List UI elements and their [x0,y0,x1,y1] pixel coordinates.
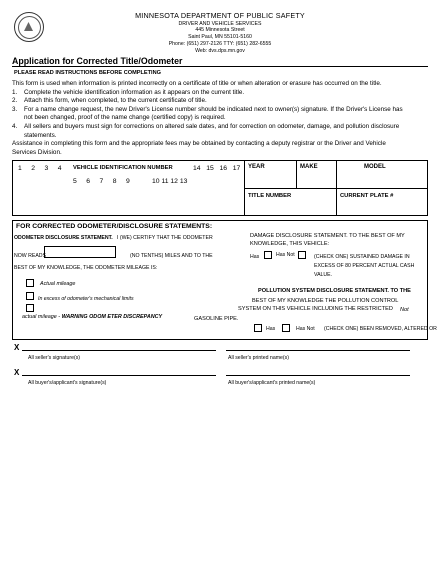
odometer-statement [14,235,213,241]
best-knowledge-label: BEST OF MY KNOWLEDGE, THE ODOMETER MILEAGE IS: [14,265,158,271]
vin-label: VEHICLE IDENTIFICATION NUMBER [73,165,173,171]
phone-line: Phone: (651) 297-2126 TTY: (651) 282-6555 [168,40,272,47]
vin-digit: 1 [18,165,22,172]
assistance-text: Assistance in completing this form and the appropriate fees may be obtained by contacting a deputy registrar or the Driver and Vehicle [12,140,386,148]
damage-has-checkbox[interactable] [264,251,272,259]
vin-digit: 7 [99,178,104,185]
seller-name-line[interactable] [226,350,410,351]
actual-mileage-checkbox[interactable] [26,279,34,287]
buyer-name-label: All buyer's/applicant's printed name(s) [228,380,316,386]
pollution-has-not-label: Has Not [296,326,315,332]
odometer-reading-input[interactable] [44,246,116,258]
damage-check-one: (CHECK ONE) SUSTAINED DAMAGE IN [314,254,410,260]
year-divider [296,160,297,188]
seller-signature-label: All seller's signature(s) [28,355,81,361]
odometer-label: ODOMETER DISCLOSURE STATEMENT. [14,235,113,241]
damage-has-not-checkbox[interactable] [298,251,306,259]
seller-x-mark: X [14,343,20,352]
step-3 [12,106,428,115]
intro-text: This form is used when information is printed incorrectly on a certificate of title or when alteration or erasure has occurred on the title. [12,80,382,87]
pollution-check-one: (CHECK ONE) BEEN REMOVED, ALTERED OR [324,326,437,332]
title-divider [12,66,428,67]
damage-value: VALUE. [314,272,333,278]
odometer-certify: I (WE) CERTIFY THAT THE ODOMETER [117,235,213,241]
current-plate-label: CURRENT PLATE # [340,193,394,199]
vin-digit: 8 [112,178,117,185]
pollution-line-2: BEST OF MY KNOWLEDGE THE POLLUTION CONTROL [252,298,399,304]
damage-has-label: Has [250,254,260,260]
vin-digit: 9 [125,178,130,185]
model-label: MODEL [364,164,386,170]
excess-mileage-checkbox[interactable] [26,292,34,300]
vin-digit: 17 [232,165,241,172]
pollution-has-not-checkbox[interactable] [282,324,290,332]
excess-mileage-label: In excess of odometer's mechanical limits [38,296,134,302]
damage-excess-80: EXCESS OF 80 PERCENT ACTUAL CASH [314,263,415,269]
vin-digit: 15 [206,165,214,172]
street-address: 445 Minnesota Street [195,27,245,34]
agency-name: MINNESOTA DEPARTMENT OF PUBLIC SAFETY [135,11,305,20]
vin-digit: 3 [44,165,49,172]
form-title: Application for Corrected Title/Odometer [12,56,183,66]
no-tenths-label: (NO TENTHS) MILES AND TO THE [130,253,213,259]
assistance-text-cont: Services Division. [12,148,62,156]
vin-digit: 2 [31,165,36,172]
step-text: Complete the vehicle identification information as it appears on the current title. [24,88,245,96]
disclosure-heading: FOR CORRECTED ODOMETER/DISCLOSURE STATEMENTS: [16,223,213,230]
step-3-cont: not been changed, proof of the name change (certified copy) is required. [24,114,226,122]
not-actual-checkbox[interactable] [26,304,34,312]
step-4-cont: statements. [24,131,57,139]
vin-digit: 16 [219,165,228,172]
step-text: For a name change request, the new Driver's License number should be indicated next to owner(s) signature. If the Driver's License has [24,105,403,113]
seller-signature-line[interactable] [22,350,216,351]
pollution-statement: POLLUTION SYSTEM DISCLOSURE STATEMENT. TO THE [258,288,411,294]
buyer-name-line[interactable] [226,375,410,376]
vin-digits-5-9 [73,178,130,185]
odometer-warning: WARNING ODOM ETER DISCREPANCY [61,314,163,320]
buyer-x-mark: X [14,368,20,377]
damage-statement: DAMAGE DISCLOSURE STATEMENT. TO THE BEST OF MY [250,233,405,239]
step-number: 3. [12,105,18,113]
not-actual-line [22,314,162,320]
seller-name-label: All seller's printed name(s) [228,355,289,361]
make-label: MAKE [300,164,318,170]
vin-digit: 14 [193,165,201,172]
now-reads-label: NOW READS [14,253,46,259]
title-number-label: TITLE NUMBER [248,193,292,199]
buyer-signature-label: All buyer's/applicant's signature(s) [28,380,107,386]
vin-digits-14-17 [193,165,240,172]
step-4 [12,123,428,132]
row-divider [244,188,428,189]
actual-mileage-label: Actual mileage [40,281,76,287]
step-number: 4. [12,122,18,130]
step-2 [12,97,428,106]
not-word: Not [400,307,409,313]
pollution-line-3: SYSTEM ON THIS VEHICLE INCLUDING THE RESTRICTED [238,306,393,312]
damage-has-not-label: Has Not [276,252,295,258]
city-address: Saint Paul, MN 55101-5160 [188,34,252,41]
year-label: YEAR [248,164,265,170]
damage-knowledge: KNOWLEDGE, THIS VEHICLE: [250,241,330,247]
step-text: Attach this form, when completed, to the current certificate of title. [24,97,207,105]
step-number: 2. [12,97,18,105]
step-1 [12,89,428,98]
vin-digits-1-4 [18,165,61,172]
vin-digit: 6 [86,178,91,185]
vin-digits-10-13: 10 11 12 13 [152,178,188,185]
gasoline-pipe: GASOLINE PIPE. [194,316,239,322]
not-actual-prefix: actual mileage - [22,314,62,320]
state-seal-icon [14,12,44,42]
pollution-has-checkbox[interactable] [254,324,262,332]
step-text: All sellers and buyers must sign for corrections on altered sale dates, and for correction on odometer, damage, and pollution disclosure [24,122,400,130]
vin-digit: 5 [73,178,77,185]
instructions-heading: PLEASE READ INSTRUCTIONS BEFORE COMPLETING [14,70,161,76]
pollution-has-label: Has [266,326,276,332]
step-number: 1. [12,88,18,96]
instructions [12,80,428,157]
division-name: DRIVER AND VEHICLE SERVICES [178,20,262,27]
web-line: Web: dvs.dps.mn.gov [195,47,245,54]
buyer-signature-line[interactable] [22,375,216,376]
agency-header [120,12,320,54]
vin-digit: 4 [57,165,62,172]
